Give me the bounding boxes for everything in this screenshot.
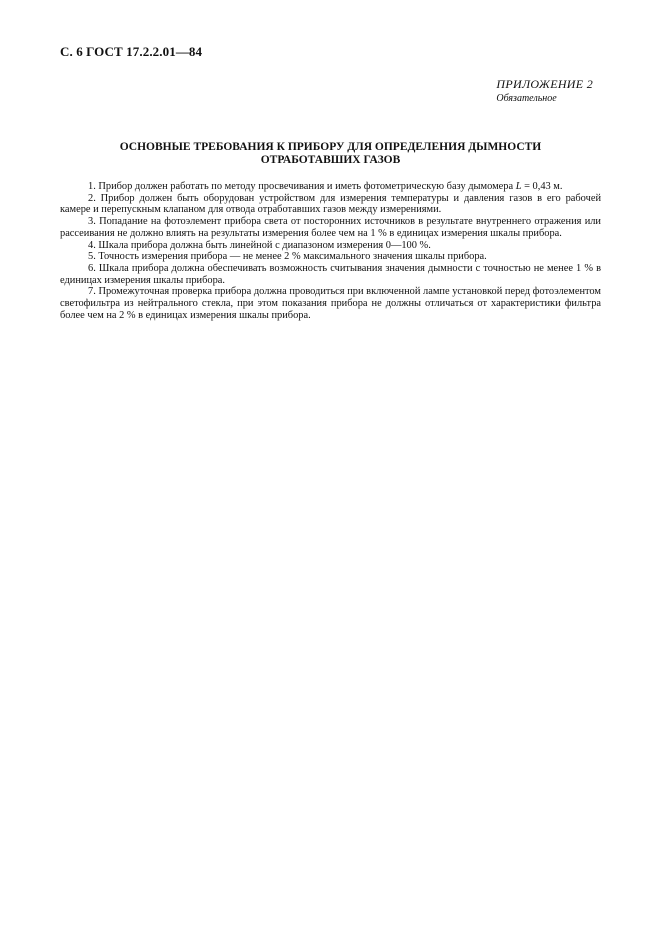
requirement-item-4: 4. Шкала прибора должна быть линейной с диапазоном измерения 0—100 %. [88,239,431,251]
page-header: С. 6 ГОСТ 17.2.2.01—84 [60,44,203,59]
appendix-label: ПРИЛОЖЕНИЕ 2 [496,77,593,91]
appendix-block [496,77,593,104]
appendix-status: Обязательное [496,93,557,104]
requirement-item-2: 2. Прибор должен быть оборудован устройством для измерения температуры и давления газов в его рабочей камере и перепускным клапаном для отвода отработавших газов между измерениями. [60,192,601,216]
requirement-item-6: 6. Шкала прибора должна обеспечивать возможность считывания значения дымности с точностью не менее 1 % в единицах измерения шкалы прибора. [60,262,601,286]
requirement-item-5: 5. Точность измерения прибора — не менее 2 % максимального значения шкалы прибора. [88,251,487,263]
requirement-item-1-text: 1. Прибор должен работать по методу просвечивания и иметь фотометрическую базу дымомера [88,181,516,192]
requirements-list [60,181,601,321]
requirement-item-3: 3. Попадание на фотоэлемент прибора света от посторонних источников в результате внутреннего отражения или рассеивания не должно влиять на результаты измерения более чем на 1 % в единицах измерения шкалы прибора. [60,216,601,239]
document-title [60,141,601,167]
base-variable: L [515,181,522,192]
requirement-item-1-value: = 0,43 м. [521,181,563,192]
requirement-item-1 [60,181,601,193]
requirement-item-7: 7. Промежуточная проверка прибора должна проводиться при включенной лампе установкой перед фотоэлементом светофильтра из нейтрального стекла, при этом показания прибора не должны отличаться от характеристики фильтра более чем на 2 % в единицах измерения шкалы прибора. [60,286,601,321]
document-title-line-2: ОТРАБОТАВШИХ ГАЗОВ [260,154,401,166]
document-title-line-1: ОСНОВНЫЕ ТРЕБОВАНИЯ К ПРИБОРУ ДЛЯ ОПРЕДЕЛЕНИЯ ДЫМНОСТИ [119,141,542,153]
